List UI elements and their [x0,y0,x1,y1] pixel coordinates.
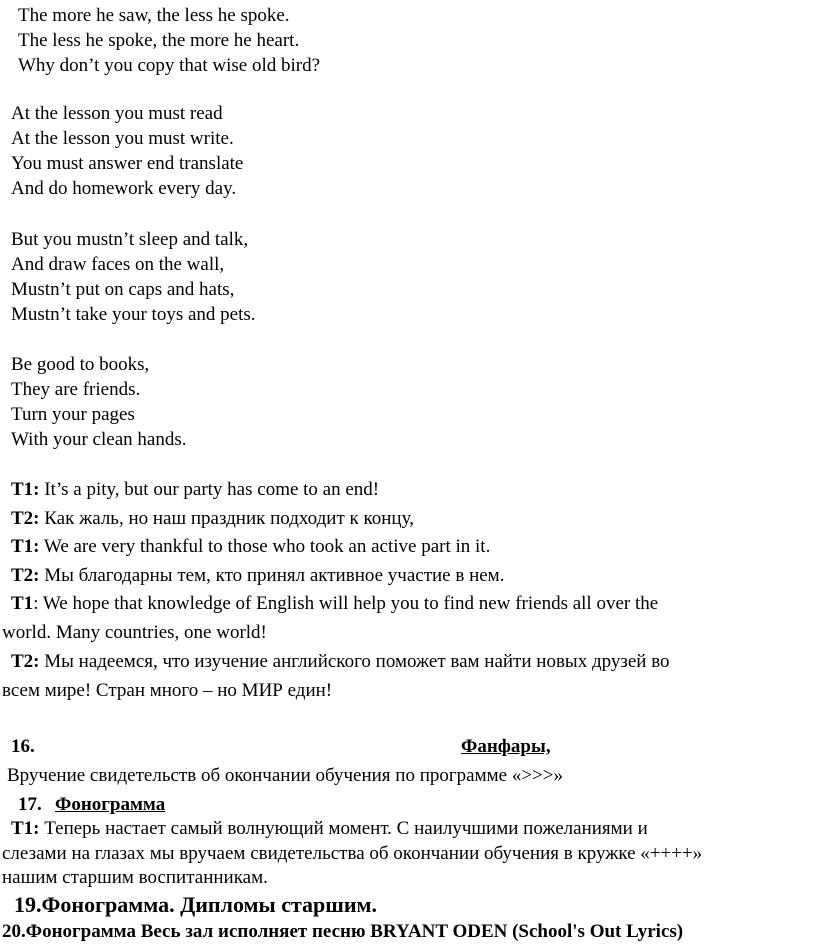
poem1-line-2: The less he spoke, the more he heart. [18,30,300,51]
dialogue-text: Как жаль, но наш праздник подходит к концу, [39,508,414,529]
item16-title: Фанфары, [461,736,551,757]
poem2-line-2: At the lesson you must write. [11,128,234,149]
final-line-1 [11,817,648,841]
dialogue-line-3 [11,535,490,559]
final-line-2: слезами на глазах мы вручаем свидетельства об окончании обучения в кружке «++++» [2,843,703,864]
poem4-line-1: Be good to books, [11,354,150,375]
poem1-line-1: The more he saw, the less he spoke. [18,5,290,26]
speaker-label: T1: [11,818,40,839]
poem2-line-1: At the lesson you must read [11,103,223,124]
poem4-line-4: With your clean hands. [11,429,187,450]
dialogue-line-6-cont: всем мире! Стран много – но МИР един! [2,680,333,701]
item19-heading: 19.Фонограмма. Дипломы старшим. [14,892,377,917]
final-line-3: нашим старшим воспитанникам. [2,867,268,888]
poem2-line-3: You must answer end translate [11,153,244,174]
speaker-label: T1 [11,593,34,614]
speaker-label: T2: [11,651,40,672]
dialogue-line-6 [11,650,670,674]
poem1-line-3: Why don’t you copy that wise old bird? [18,55,321,76]
dialogue-line-5 [11,592,658,616]
speaker-label: T1: [11,536,40,557]
dialogue-text: We are very thankful to those who took an active part in it. [39,536,491,557]
speaker-label: T2: [11,508,40,529]
dialogue-line-4 [11,564,504,588]
dialogue-text: : We hope that knowledge of English will help you to find new friends all over the [33,593,659,614]
speaker-label: T1: [11,479,40,500]
poem3-line-1: But you mustn’t sleep and talk, [11,229,249,250]
poem4-line-3: Turn your pages [11,404,135,425]
dialogue-text: Мы надеемся, что изучение английского поможет вам найти новых друзей во [39,651,670,672]
dialogue-text: Мы благодарны тем, кто принял активное участие в нем. [39,565,505,586]
dialogue-line-5-cont: world. Many countries, one world! [2,622,267,643]
poem3-line-4: Mustn’t take your toys and pets. [11,304,256,325]
speaker-label: T2: [11,565,40,586]
dialogue-line-1 [11,478,379,502]
award-line: Вручение свидетельств об окончании обучения по программе «>>>» [7,765,563,786]
poem4-line-2: They are friends. [11,379,141,400]
item20-heading: 20.Фонограмма Весь зал исполняет песню BRYANT ODEN (School's Out Lyrics) [2,921,684,942]
item17-number: 17. [18,794,42,815]
poem3-line-3: Mustn’t put on caps and hats, [11,279,235,300]
item16-number: 16. [11,736,35,757]
poem3-line-2: And draw faces on the wall, [11,254,225,275]
final-text: Теперь настает самый волнующий момент. С наилучшими пожеланиями и [39,818,648,839]
dialogue-text: It’s a pity, but our party has come to an end! [39,479,380,500]
dialogue-line-2 [11,507,414,531]
item17-title: Фонограмма [55,794,166,815]
poem2-line-4: And do homework every day. [11,178,237,199]
